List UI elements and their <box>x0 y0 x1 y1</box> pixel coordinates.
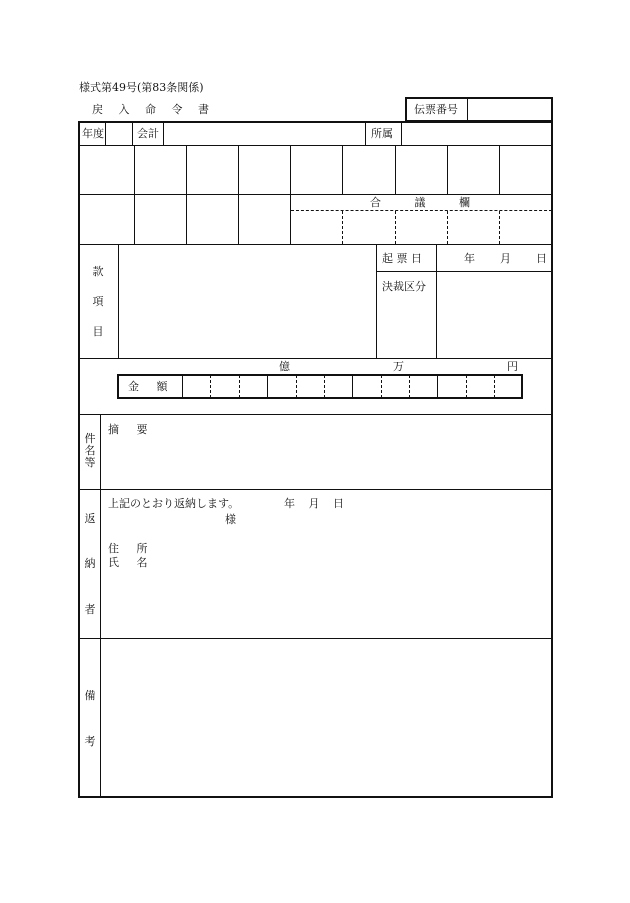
subject-field[interactable] <box>101 438 551 488</box>
unit-man: 万 <box>393 360 404 373</box>
date-month: 月 <box>500 252 511 265</box>
returner-label-2: 納 <box>84 557 96 570</box>
amount-digit-field[interactable] <box>183 376 521 397</box>
slip-number-field[interactable] <box>469 99 551 120</box>
approval-label: 決裁区分 <box>382 280 426 293</box>
account-label: 会計 <box>137 127 159 140</box>
year-label: 年度 <box>82 127 104 140</box>
subject-label-3: 等 <box>84 456 96 469</box>
date-year: 年 <box>464 252 475 265</box>
moku-label: 目 <box>92 325 104 338</box>
unit-oku: 億 <box>279 360 290 373</box>
account-field[interactable] <box>164 123 364 144</box>
kan-label: 款 <box>92 265 104 278</box>
dept-label: 所属 <box>371 127 393 140</box>
approval-field[interactable] <box>437 272 551 357</box>
return-text: 上記のとおり返納します。 <box>108 497 240 510</box>
subject-label-1: 件 <box>84 432 96 445</box>
form-title: 戻 入 命 令 書 <box>92 103 211 116</box>
remarks-label-2: 考 <box>84 735 96 748</box>
address-label: 住 所 <box>108 542 148 555</box>
dept-field[interactable] <box>402 123 551 144</box>
unit-yen: 円 <box>507 360 518 373</box>
name-label: 氏 名 <box>108 556 148 569</box>
returner-label-1: 返 <box>84 512 96 525</box>
council-label: 合 議 欄 <box>370 196 470 209</box>
returner-label-3: 者 <box>84 603 96 616</box>
sama-label: 様 <box>225 513 236 526</box>
draft-date-label: 起 票 日 <box>382 252 422 265</box>
summary-label: 摘 要 <box>108 423 148 436</box>
amount-label: 金 額 <box>128 380 168 393</box>
remarks-field[interactable] <box>101 639 551 796</box>
date-day: 日 <box>536 252 547 265</box>
slip-number-label: 伝票番号 <box>414 103 458 116</box>
remarks-label-1: 備 <box>84 689 96 702</box>
kou-label: 項 <box>92 295 104 308</box>
return-date: 年 月 日 <box>284 497 344 510</box>
year-field[interactable] <box>106 123 132 144</box>
form-number: 様式第49号(第83条関係) <box>79 81 204 94</box>
subject-label-2: 名 <box>84 444 96 457</box>
returner-field[interactable] <box>160 540 550 636</box>
kan-kou-moku-field[interactable] <box>119 246 375 357</box>
